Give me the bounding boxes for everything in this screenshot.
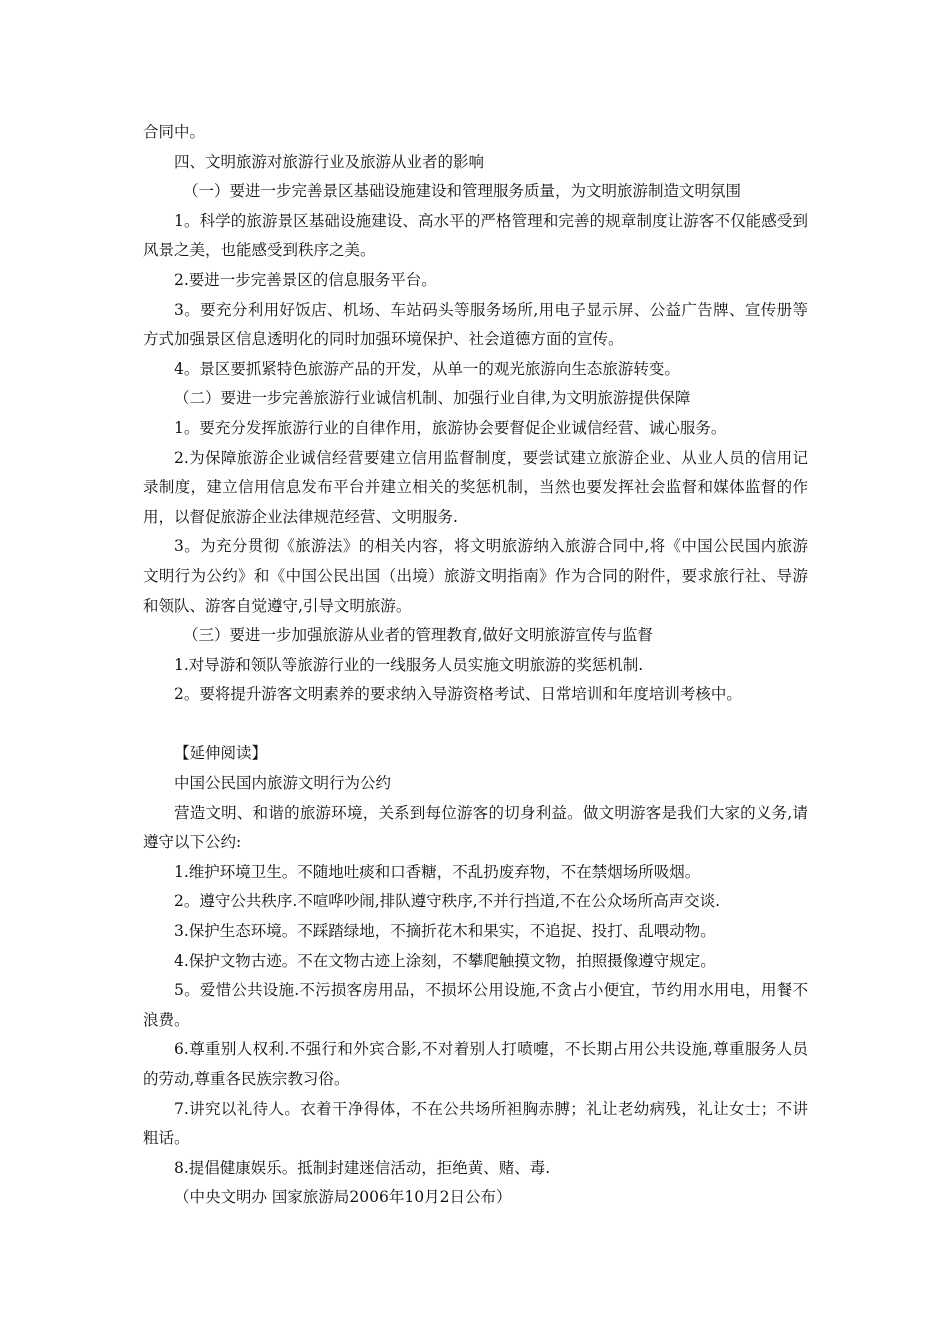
paragraph: （三）要进一步加强旅游从业者的管理教育,做好文明旅游宣传与监督 (183, 626, 653, 645)
paragraph: 5。爱惜公共设施.不污损客房用品，不损坏公用设施,不贪占小便宜，节约用水用电，用餐不浪费。 (143, 981, 808, 1029)
paragraph: 1.维护环境卫生。不随地吐痰和口香糖，不乱扔废弃物，不在禁烟场所吸烟。 (174, 862, 701, 881)
paragraph: 合同中。 (143, 123, 206, 141)
paragraph: 1。科学的旅游景区基础设施建设、高水平的严格管理和完善的规章制度让游客不仅能感受到风景之美，也能感受到秩序之美。 (143, 211, 808, 260)
paragraph: 2.为保障旅游企业诚信经营要建立信用监督制度，要尝试建立旅游企业、从业人员的信用记录制度，建立信用信息发布平台并建立相关的奖惩机制，当然也要发挥社会监督和媒体监督的作用，以督促旅游企业法律规范经营、文明服务. (143, 448, 808, 526)
paragraph: 【延伸阅读】 (174, 744, 268, 763)
paragraph-gap (143, 710, 808, 740)
paragraph: （中央文明办 国家旅游局2006年10月2日公布） (174, 1188, 512, 1207)
paragraph: 1.对导游和领队等旅游行业的一线服务人员实施文明旅游的奖惩机制. (174, 655, 644, 674)
paragraph: 4。景区要抓紧特色旅游产品的开发，从单一的观光旅游向生态旅游转变。 (174, 359, 680, 378)
paragraph: 四、文明旅游对旅游行业及旅游从业者的影响 (174, 152, 485, 171)
paragraph: 7.讲究以礼待人。衣着干净得体，不在公共场所袒胸赤膊；礼让老幼病残，礼让女士；不讲粗话。 (143, 1099, 808, 1148)
paragraph: 2。遵守公共秩序.不喧哗吵闹,排队遵守秩序,不并行挡道,不在公众场所高声交谈. (174, 892, 720, 911)
paragraph: 6.尊重别人权利.不强行和外宾合影,不对着别人打喷嚏，不长期占用公共设施,尊重服务人员的劳动,尊重各民族宗教习俗。 (143, 1040, 808, 1088)
paragraph: （一）要进一步完善景区基础设施建设和管理服务质量，为文明旅游制造文明氛围 (183, 182, 742, 201)
paragraph: （二）要进一步完善旅游行业诚信机制、加强行业自律,为文明旅游提供保障 (174, 389, 691, 408)
paragraph: 1。要充分发挥旅游行业的自律作用，旅游协会要督促企业诚信经营、诚心服务。 (174, 418, 727, 437)
paragraph: 8.提倡健康娱乐。抵制封建迷信活动，拒绝黄、赌、毒. (174, 1158, 551, 1177)
paragraph: 4.保护文物古迹。不在文物古迹上涂刻，不攀爬触摸文物，拍照摄像遵守规定。 (174, 951, 716, 970)
paragraph: 3。为充分贯彻《旅游法》的相关内容，将文明旅游纳入旅游合同中,将《中国公民国内旅游文明行为公约》和《中国公民出国（出境）旅游文明指南》作为合同的附件，要求旅行社、导游和领队、游客自觉遵守,引导文明旅游。 (143, 537, 808, 615)
paragraph: 3。要充分利用好饭店、机场、车站码头等服务场所,用电子显示屏、公益广告牌、宣传册等方式加强景区信息透明化的同时加强环境保护、社会道德方面的宣传。 (143, 300, 808, 349)
paragraph: 2.要进一步完善景区的信息服务平台。 (174, 270, 437, 289)
paragraph: 2。要将提升游客文明素养的要求纳入导游资格考试、日常培训和年度培训考核中。 (174, 685, 742, 704)
paragraph: 3.保护生态环境。不踩踏绿地，不摘折花木和果实，不追捉、投打、乱喂动物。 (174, 922, 716, 941)
paragraph: 中国公民国内旅游文明行为公约 (174, 774, 392, 793)
document-body (143, 118, 808, 1213)
paragraph: 营造文明、和谐的旅游环境，关系到每位游客的切身利益。做文明游客是我们大家的义务,请遵守以下公约: (143, 803, 808, 852)
